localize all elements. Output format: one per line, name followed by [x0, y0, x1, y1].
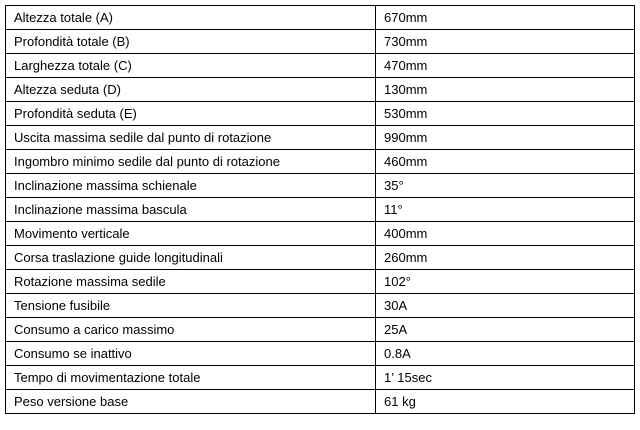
spec-value: 990mm [376, 126, 635, 150]
spec-value: 470mm [376, 54, 635, 78]
table-row [6, 222, 635, 246]
table-row [6, 30, 635, 54]
spec-value: 260mm [376, 246, 635, 270]
spec-label: Larghezza totale (C) [6, 54, 376, 78]
table-row [6, 270, 635, 294]
spec-value: 130mm [376, 78, 635, 102]
specifications-table-body [6, 6, 635, 414]
spec-value: 460mm [376, 150, 635, 174]
spec-label: Profondità totale (B) [6, 30, 376, 54]
table-row [6, 318, 635, 342]
spec-label: Rotazione massima sedile [6, 270, 376, 294]
spec-label: Inclinazione massima schienale [6, 174, 376, 198]
spec-value: 530mm [376, 102, 635, 126]
spec-value: 30A [376, 294, 635, 318]
spec-value: 102° [376, 270, 635, 294]
spec-label: Profondità seduta (E) [6, 102, 376, 126]
spec-label: Peso versione base [6, 390, 376, 414]
spec-label: Corsa traslazione guide longitudinali [6, 246, 376, 270]
table-row [6, 78, 635, 102]
table-row [6, 366, 635, 390]
table-row [6, 294, 635, 318]
table-row [6, 150, 635, 174]
spec-label: Altezza seduta (D) [6, 78, 376, 102]
spec-label: Movimento verticale [6, 222, 376, 246]
spec-label: Uscita massima sedile dal punto di rotazione [6, 126, 376, 150]
table-row [6, 174, 635, 198]
table-row [6, 390, 635, 414]
spec-label: Tensione fusibile [6, 294, 376, 318]
spec-label: Altezza totale (A) [6, 6, 376, 30]
spec-label: Consumo a carico massimo [6, 318, 376, 342]
spec-value: 0.8A [376, 342, 635, 366]
spec-label: Ingombro minimo sedile dal punto di rotazione [6, 150, 376, 174]
table-row [6, 246, 635, 270]
spec-value: 730mm [376, 30, 635, 54]
spec-value: 400mm [376, 222, 635, 246]
table-row [6, 102, 635, 126]
spec-label: Consumo se inattivo [6, 342, 376, 366]
spec-value: 35° [376, 174, 635, 198]
table-row [6, 6, 635, 30]
table-row [6, 54, 635, 78]
table-row [6, 198, 635, 222]
spec-label: Tempo di movimentazione totale [6, 366, 376, 390]
table-row [6, 126, 635, 150]
spec-value: 1’ 15sec [376, 366, 635, 390]
spec-value: 670mm [376, 6, 635, 30]
spec-label: Inclinazione massima bascula [6, 198, 376, 222]
spec-value: 61 kg [376, 390, 635, 414]
spec-value: 25A [376, 318, 635, 342]
spec-value: 11° [376, 198, 635, 222]
specifications-table [5, 5, 635, 414]
table-row [6, 342, 635, 366]
